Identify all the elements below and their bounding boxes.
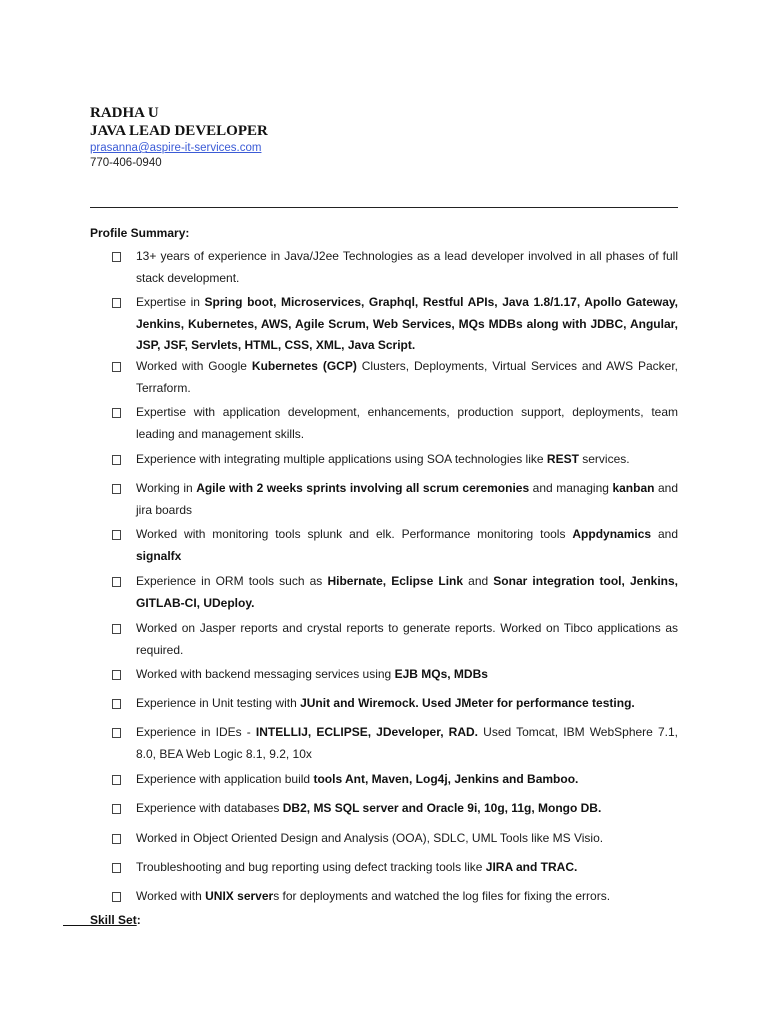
summary-bullet-text [136,798,678,820]
bullet-bold-text: Appdynamics [572,527,652,541]
bullet-text-run: Worked in Object Oriented Design and Analysis (OOA), SDLC, UML Tools like MS Visio. [136,831,604,845]
bullet-text-run: 13+ years of experience in Java/J2ee Technologies as a lead developer involved in all phases of full stack development. [136,249,678,285]
email-link[interactable]: prasanna@aspire-it-services.com [90,142,262,154]
bullet-text-run: Expertise in [136,295,205,309]
resume-header [90,104,268,171]
bullet-marker-icon [112,699,121,709]
summary-bullet-text [136,722,678,765]
bullet-bold-text: EJB MQs, MDBs [394,667,488,681]
bullet-marker-icon [112,484,121,494]
bullet-text-run: Troubleshooting and bug reporting using defect tracking tools like [136,860,486,874]
bullet-text-run: Worked with backend messaging services using [136,667,395,681]
bullet-bold-text: UNIX server [205,889,274,903]
summary-bullet-text [136,886,678,908]
summary-bullet-text [136,857,678,879]
bullet-text-run: Worked with [136,889,206,903]
bullet-text-run: Experience in IDEs - [136,725,256,739]
candidate-name: RADHA U [90,105,159,121]
bullet-bold-text: INTELLIJ, ECLIPSE, JDeveloper, RAD. [255,725,479,739]
bullet-text-run: Experience with integrating multiple applications using SOA technologies like [136,452,547,466]
summary-bullet-text [136,524,678,567]
bullet-bold-text: Hibernate, Eclipse Link [327,574,464,588]
bullet-marker-icon [112,834,121,844]
bullet-bold-text: REST [546,452,579,466]
bullet-marker-icon [112,863,121,873]
bullet-text-run: Experience in Unit testing with [136,696,301,710]
candidate-role: JAVA LEAD DEVELOPER [90,123,268,139]
profile-summary-heading: Profile Summary: [90,226,190,240]
bullet-bold-text: signalfx [136,548,182,563]
bullet-marker-icon [112,804,121,814]
bullet-marker-icon [112,362,121,372]
bullet-text-run: and [651,527,678,541]
bullet-marker-icon [112,670,121,680]
summary-bullet-text [136,664,678,686]
bullet-bold-text: Kubernetes (GCP) [251,359,357,373]
bullet-marker-icon [112,775,121,785]
summary-bullet-text [136,618,678,661]
skill-set-label: Skill Set [90,913,137,927]
bullet-text-run: Working in [136,481,197,495]
summary-bullet-text [136,246,678,289]
bullet-bold-text: Sonar integration tool, Jenkins, GITLAB-CI, UDeploy. [136,574,678,610]
bullet-bold-text: Agile with 2 weeks sprints involving all scrum ceremonies [196,481,530,495]
bullet-text-run: and [463,574,494,588]
bullet-marker-icon [112,455,121,465]
skill-set-colon: : [136,913,141,927]
summary-bullet-text [136,292,678,357]
bullet-text-run: services. [578,452,630,466]
summary-bullet-text [136,478,678,521]
summary-bullet-text [136,449,678,471]
summary-bullet-text [136,356,678,399]
bullet-text-run: and jira boards [136,481,678,517]
bullet-bold-text: JIRA and TRAC. [485,860,578,874]
bullet-bold-text: Spring boot, Microservices, Graphql, Restful APIs, Java 1.8/1.17, Apollo Gateway, Jenkins, Kubernetes, AWS, Agile Scrum, Web Services, MQs MDBs along with JDBC, Angular, JSP, JSF, Servlets, HTML, CSS, XML, Java Script. [136,295,679,352]
bullet-text-run: Used Tomcat, IBM WebSphere 7.1, 8.0, BEA Web Logic 8.1, 9.2, 10x [136,725,678,761]
bullet-marker-icon [112,408,121,418]
bullet-marker-icon [112,530,121,540]
skill-set-heading [63,913,141,928]
summary-bullet-text [136,402,678,445]
bullet-text-run: Experience with application build [136,772,314,786]
bullet-text-run: Clusters, Deployments, Virtual Services and AWS Packer, Terraform. [136,359,679,395]
summary-bullet-text [136,828,678,850]
bullet-marker-icon [112,624,121,634]
bullet-marker-icon [112,252,121,262]
bullet-text-run: and managing [529,481,613,495]
summary-bullet-text [136,769,678,791]
bullet-text-run: s for deployments and watched the log files for fixing the errors. [273,889,611,903]
bullet-marker-icon [112,728,121,738]
bullet-text-run: Experience with databases [136,801,283,815]
bullet-bold-text: DB2, MS SQL server and Oracle 9i, 10g, 11g, Mongo DB. [282,801,602,815]
bullet-marker-icon [112,577,121,587]
bullet-text-run: Worked with Google [136,359,252,373]
phone-number: 770-406-0940 [90,157,162,169]
summary-bullet-text [136,571,678,614]
bullet-text-run: Experience in ORM tools such as [136,574,328,588]
bullet-text-run: Worked on Jasper reports and crystal reports to generate reports. Worked on Tibco applications as required. [136,621,678,657]
summary-bullet-text [136,693,678,715]
bullet-marker-icon [112,892,121,902]
bullet-text-run: Expertise with application development, enhancements, production support, deployments, team leading and management skills. [136,405,678,441]
header-divider [90,207,678,208]
bullet-text-run: Worked with monitoring tools splunk and elk. Performance monitoring tools [136,527,573,541]
bullet-bold-text: JUnit and Wiremock. Used JMeter for performance testing. [300,696,635,710]
bullet-bold-text: kanban [612,481,655,495]
bullet-bold-text: tools Ant, Maven, Log4j, Jenkins and Bamboo. [313,772,579,786]
skill-set-underline [63,913,90,926]
bullet-marker-icon [112,298,121,308]
